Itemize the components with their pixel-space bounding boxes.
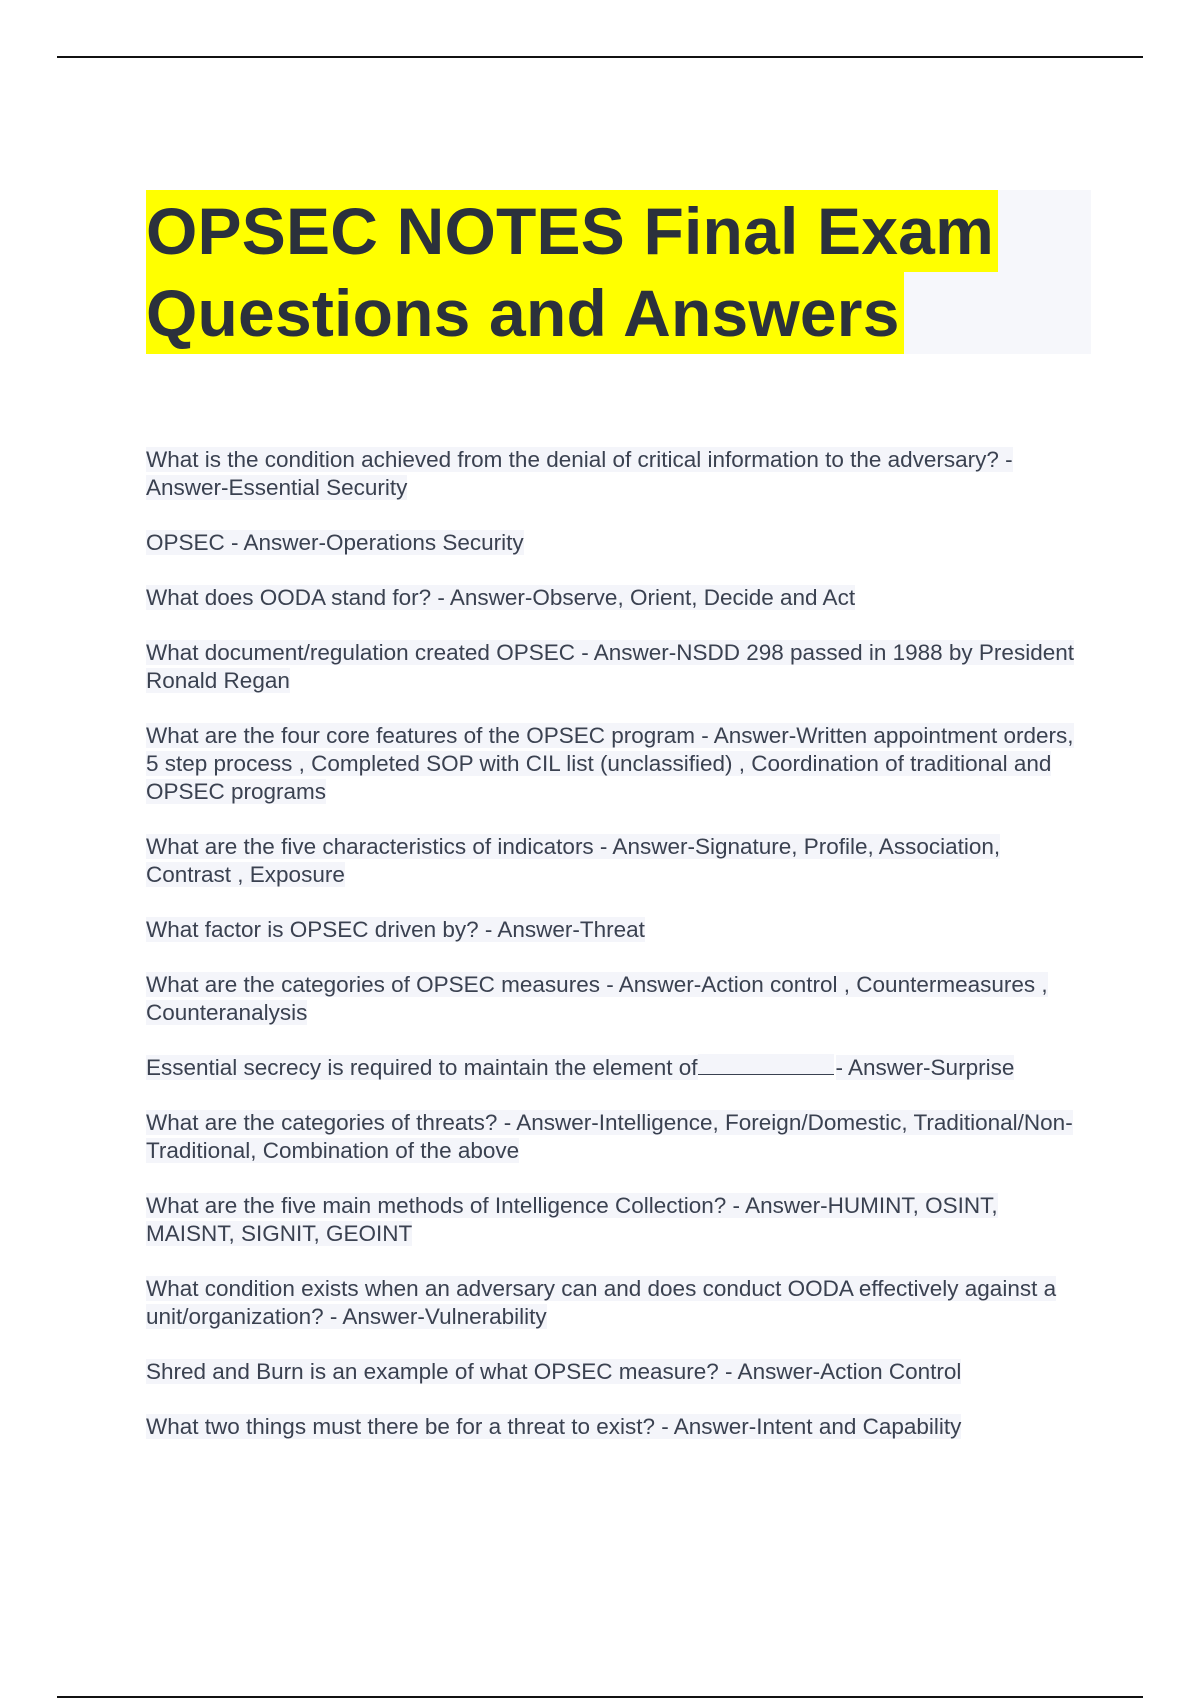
qa-item: [146, 722, 1091, 806]
qa-item: [146, 1275, 1091, 1331]
qa-text: What are the five characteristics of indicators - Answer-Signature, Profile, Association, Contrast , Exposure: [146, 834, 1001, 887]
page-title: [146, 190, 1091, 354]
qa-text: What condition exists when an adversary can and does conduct OODA effectively against a unit/organization? - Answer-Vulnerability: [146, 1276, 1057, 1329]
qa-text: What are the four core features of the OPSEC program - Answer-Written appointment orders, 5 step process , Completed SOP with CIL list (unclassified) , Coordination of traditional and OPSEC programs: [146, 723, 1074, 804]
qa-text: What is the condition achieved from the denial of critical information to the adversary? - Answer-Essential Security: [146, 447, 1013, 500]
qa-item: [146, 1109, 1091, 1165]
qa-text: Shred and Burn is an example of what OPSEC measure? - Answer-Action Control: [146, 1359, 962, 1384]
qa-item: [146, 584, 1091, 612]
qa-text: What document/regulation created OPSEC - Answer-NSDD 298 passed in 1988 by President Ronald Regan: [146, 640, 1074, 693]
qa-item: [146, 639, 1091, 695]
qa-list: [146, 446, 1091, 1468]
title-line-2: Questions and Answers: [146, 272, 904, 354]
qa-text-after-blank: - Answer-Surprise: [835, 1055, 1015, 1080]
qa-item: [146, 971, 1091, 1027]
title-line-1: OPSEC NOTES Final Exam: [146, 190, 998, 272]
qa-text: What does OODA stand for? - Answer-Observe, Orient, Decide and Act: [146, 585, 856, 610]
qa-item: [146, 446, 1091, 502]
qa-item: [146, 1358, 1091, 1386]
qa-item: [146, 833, 1091, 889]
qa-text: What factor is OPSEC driven by? - Answer-Threat: [146, 917, 645, 942]
top-rule: [57, 56, 1143, 58]
qa-text: What are the categories of threats? - Answer-Intelligence, Foreign/Domestic, Traditional/Non-Traditional, Combination of the above: [146, 1110, 1073, 1163]
bottom-rule: [57, 1696, 1143, 1698]
fill-in-blank-line: [698, 1054, 834, 1075]
qa-text: What two things must there be for a threat to exist? - Answer-Intent and Capability: [146, 1414, 962, 1439]
qa-item: [146, 916, 1091, 944]
qa-item: [146, 1413, 1091, 1441]
qa-text: What are the five main methods of Intelligence Collection? - Answer-HUMINT, OSINT, MAISNT, SIGNIT, GEOINT: [146, 1193, 998, 1246]
qa-text: What are the categories of OPSEC measures - Answer-Action control , Countermeasures , Counteranalysis: [146, 972, 1048, 1025]
qa-text: OPSEC - Answer-Operations Security: [146, 530, 524, 555]
qa-text-before-blank: Essential secrecy is required to maintain the element of: [146, 1055, 698, 1080]
qa-item: [146, 1192, 1091, 1248]
qa-item-fill-in-blank: [146, 1054, 1091, 1082]
qa-item: [146, 529, 1091, 557]
